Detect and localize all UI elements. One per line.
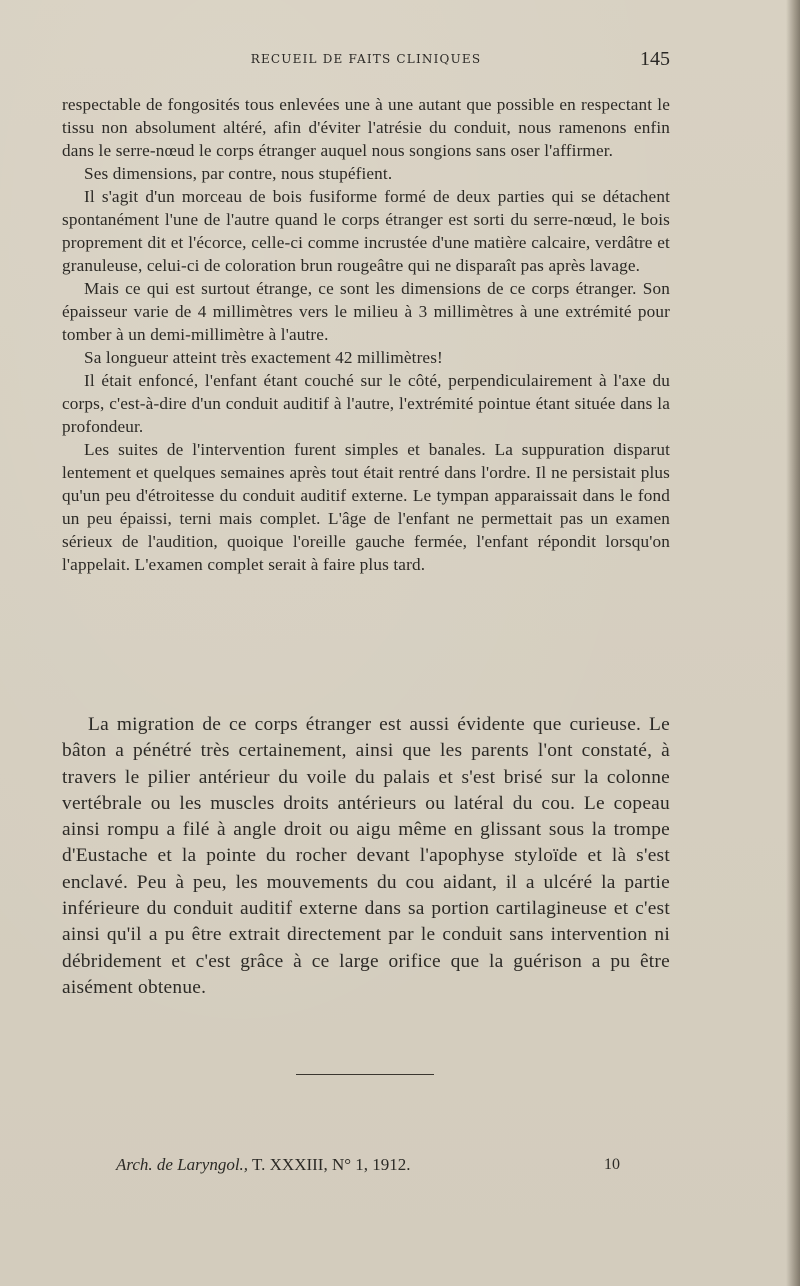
case-report-body bbox=[62, 93, 670, 576]
journal-name: Arch. de Laryngol., bbox=[116, 1155, 249, 1174]
discussion-paragraph: La migration de ce corps étranger est aussi évidente que curieuse. Le bâton a pénétré très certainement, ainsi que les parents l'ont constaté, à travers le pilier antérieur du voile du palais et s'est brisé sur la colonne vertébrale ou les muscles droits antérieurs ou latéral du cou. Le copeau ainsi rompu a filé à angle droit ou aigu même en glissant sous la trompe d'Eustache et la pointe du rocher devant l'apophyse styloïde et là s'est enclavé. Peu à peu, les mouvements du cou aidant, il a ulcéré la partie inférieure du conduit auditif externe dans sa portion cartilagineuse et c'est ainsi qu'il a pu être extrait directement par le conduit sans intervention ni débridement et c'est grâce à ce large orifice que la guérison a pu être aisément obtenue. bbox=[62, 714, 670, 998]
discussion-body bbox=[62, 712, 670, 1001]
page-number: 145 bbox=[640, 48, 670, 70]
paragraph: Il s'agit d'un morceau de bois fusiforme formé de deux parties qui se détachent spontanément l'une de l'autre quand le corps étranger est sorti du serre-nœud, le bois proprement dit et l'écorce, celle-ci comme incrustée d'une matière calcaire, verdâtre et granuleuse, celui-ci de coloration brun rougeâtre qui ne disparaît pas après lavage. bbox=[62, 187, 670, 275]
paragraph: Sa longueur atteint très exactement 42 millimètres! bbox=[84, 348, 443, 367]
paragraph: Ses dimensions, par contre, nous stupéfient. bbox=[84, 164, 393, 183]
running-head: RECUEIL DE FAITS CLINIQUES bbox=[250, 52, 482, 66]
paragraph: Mais ce qui est surtout étrange, ce sont les dimensions de ce corps étranger. Son épaisseur varie de 4 millimètres vers le milieu à 3 millimètres à une extrémité pour tomber à un demi-millimètre à l'autre. bbox=[62, 279, 670, 344]
paragraph: Il était enfoncé, l'enfant étant couché sur le côté, perpendiculairement à l'axe du corps, c'est-à-dire d'un conduit auditif à l'autre, l'extrémité pointue étant située dans la profondeur. bbox=[62, 371, 670, 436]
section-end-rule bbox=[296, 1074, 434, 1075]
page-edge-shadow bbox=[786, 0, 800, 1286]
page-header bbox=[62, 50, 670, 74]
paragraph: Les suites de l'intervention furent simples et banales. La suppuration disparut lentement et quelques semaines après tout était rentré dans l'ordre. Il ne persistait plus qu'un peu d'étroitesse du conduit auditif externe. Le tympan apparaissait dans le fond un peu épaissi, terni mais complet. L'âge de l'enfant ne permettait pas un examen sérieux de l'audition, quoique l'oreille gauche fermée, l'enfant répondit lorsqu'on l'appelait. L'examen complet serait à faire plus tard. bbox=[62, 440, 670, 574]
volume-issue: T. XXXIII, N° 1, 1912. bbox=[252, 1155, 411, 1174]
printer-signature: 10 bbox=[604, 1156, 620, 1173]
journal-citation bbox=[116, 1155, 411, 1175]
paragraph: respectable de fongosités tous enlevées une à une autant que possible en respectant le tissu non absolument altéré, afin d'éviter l'atrésie du conduit, nous ramenons enfin dans le serre-nœud le corps étranger auquel nous songions sans oser l'affirmer. bbox=[62, 95, 670, 160]
